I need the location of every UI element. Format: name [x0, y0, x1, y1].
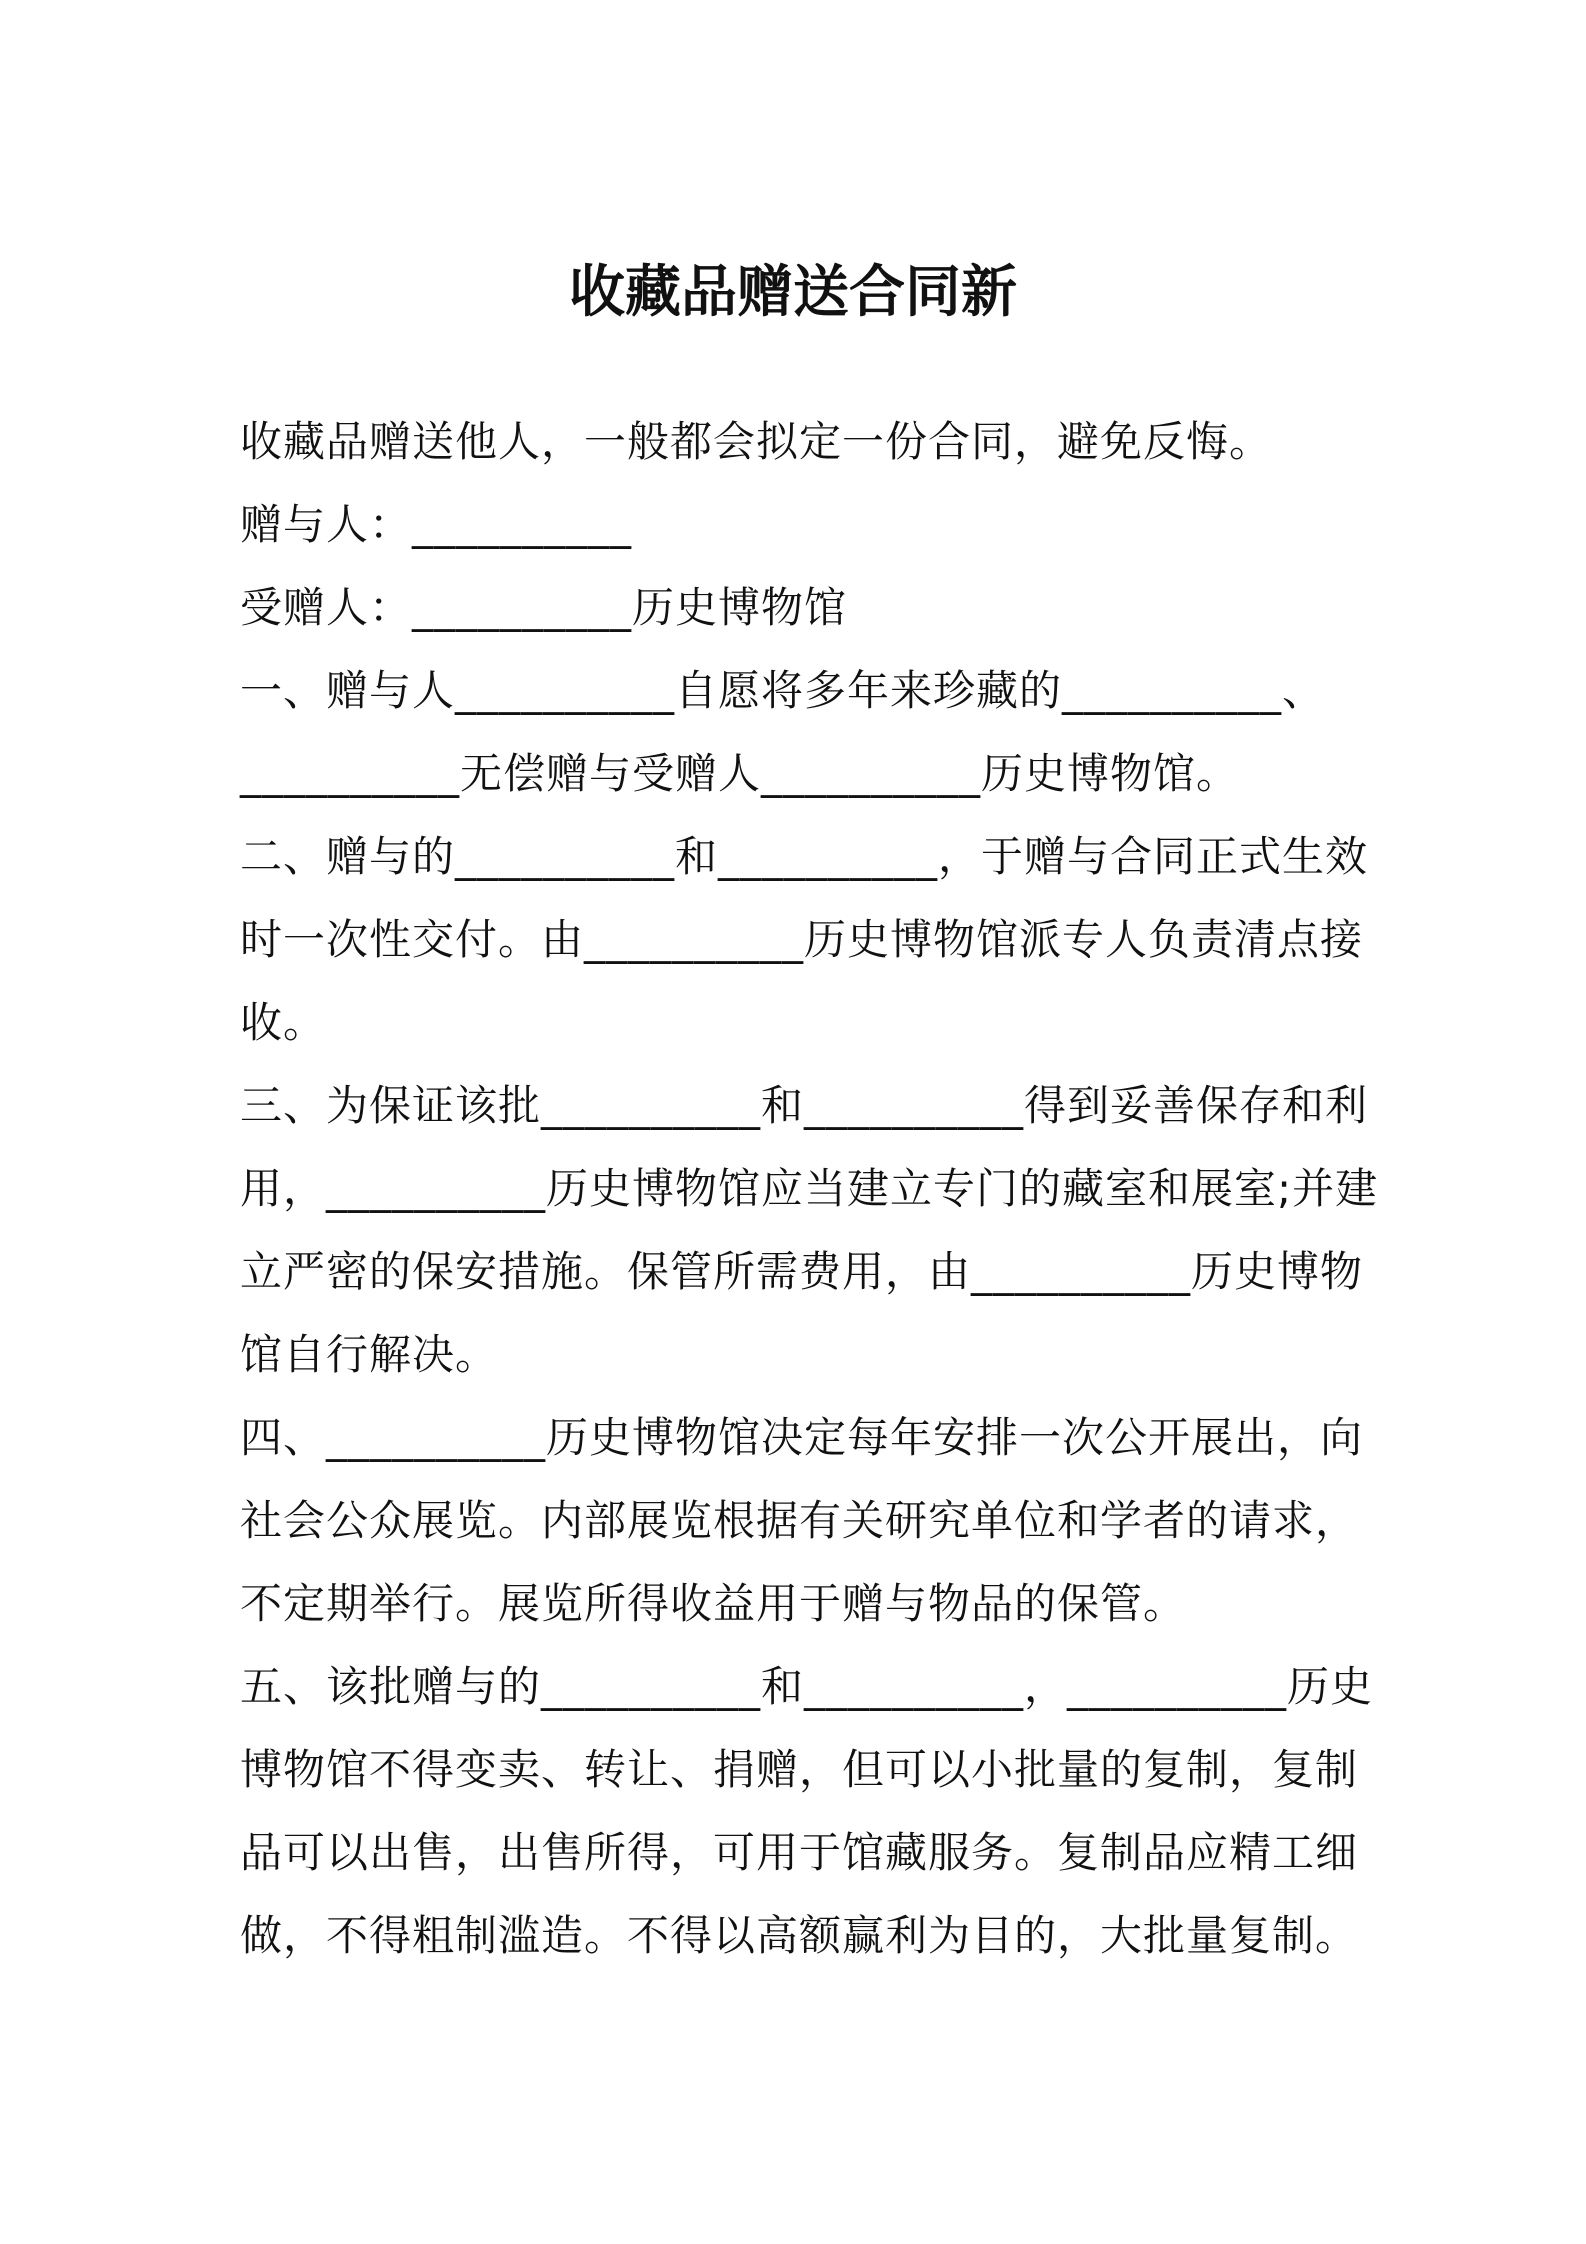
- clause-1-line-2: __________无偿赠与受赠人__________历史博物馆。: [240, 749, 1240, 798]
- intro-line: 收藏品赠送他人，一般都会拟定一份合同，避免反悔。: [240, 417, 1273, 466]
- clause-4-line-2: 社会公众展览。内部展览根据有关研究单位和学者的请求，: [240, 1496, 1359, 1545]
- clause-5-line-2: 博物馆不得变卖、转让、捐赠，但可以小批量的复制，复制: [240, 1745, 1359, 1794]
- recipient-line: 受赠人：__________历史博物馆: [240, 583, 848, 632]
- document-body: [240, 400, 1379, 1977]
- document-title: 收藏品赠送合同新: [569, 260, 1017, 325]
- clause-1-line-1: 一、赠与人__________自愿将多年来珍藏的__________、: [240, 666, 1326, 715]
- clause-3-line-4: 馆自行解决。: [240, 1330, 499, 1379]
- clause-4-line-1: 四、__________历史博物馆决定每年安排一次公开展出，向: [240, 1413, 1364, 1462]
- clause-2-line-3: 收。: [240, 998, 327, 1047]
- clause-2-line-2: 时一次性交付。由__________历史博物馆派专人负责清点接: [240, 915, 1364, 964]
- clause-3-line-2: 用，__________历史博物馆应当建立专门的藏室和展室;并建: [240, 1164, 1379, 1213]
- clause-5-line-3: 品可以出售，出售所得，可用于馆藏服务。复制品应精工细: [240, 1828, 1359, 1877]
- clause-3-line-3: 立严密的保安措施。保管所需费用，由__________历史博物: [240, 1247, 1364, 1296]
- clause-5-line-4: 做，不得粗制滥造。不得以高额赢利为目的，大批量复制。: [240, 1911, 1359, 1960]
- clause-2-line-1: 二、赠与的__________和__________，于赠与合同正式生效: [240, 832, 1369, 881]
- donor-line: 赠与人：__________: [240, 500, 633, 549]
- clause-5-line-1: 五、该批赠与的__________和__________，__________历史: [240, 1662, 1374, 1711]
- clause-4-line-3: 不定期举行。展览所得收益用于赠与物品的保管。: [240, 1579, 1187, 1628]
- clause-3-line-1: 三、为保证该批__________和__________得到妥善保存和利: [240, 1081, 1369, 1130]
